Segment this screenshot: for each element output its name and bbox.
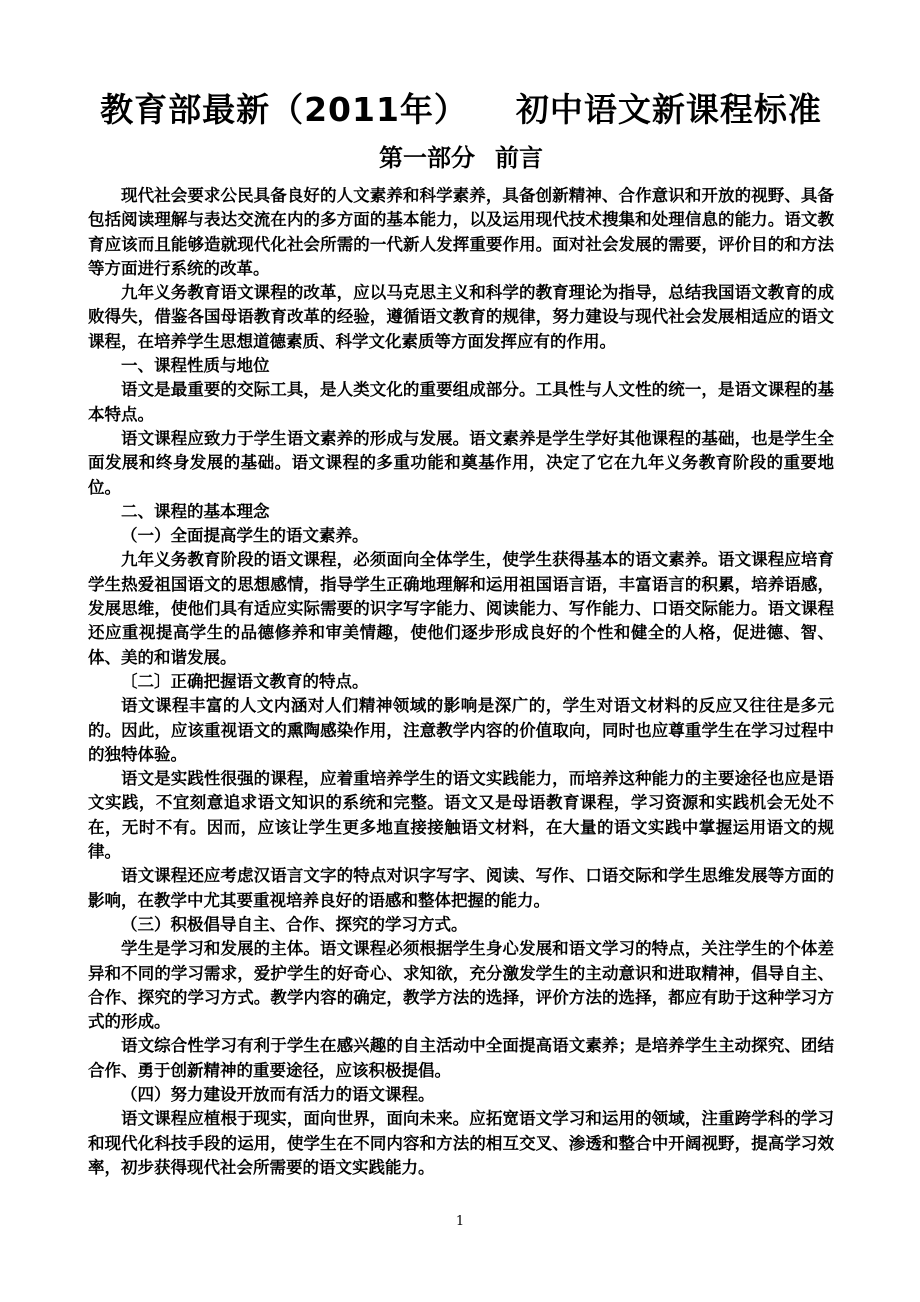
title-sub: 初中语文新课程标准 <box>515 90 822 129</box>
part-name: 前言 <box>495 144 543 172</box>
paragraph: 语文课程还应考虑汉语言文字的特点对识字写字、阅读、写作、口语交际和学生思维发展等方面的影响，在教学中尤其要重视培养良好的语感和整体把握的能力。 <box>88 866 834 910</box>
paragraph: 语文是最重要的交际工具，是人类文化的重要组成部分。工具性与人文性的统一，是语文课程的基本特点。 <box>88 380 834 424</box>
paragraph: 现代社会要求公民具备良好的人文素养和科学素养，具备创新精神、合作意识和开放的视野、具备包括阅读理解与表达交流在内的多方面的基本能力，以及运用现代技术搜集和处理信息的能力。语文教育应该而且能够造就现代化社会所需的一代新人发挥重要作用。面对社会发展的需要，评价目的和方法等方面进行系统的改革。 <box>88 186 834 278</box>
subheading-basic-concepts: 二、课程的基本理念 <box>121 501 270 521</box>
paragraph: 学生是学习和发展的主体。语文课程必须根据学生身心发展和语文学习的特点，关注学生的个体差异和不同的学习需求，爱护学生的好奇心、求知欲，充分激发学生的主动意识和进取精神，倡导自主、合作、探究的学习方式。教学内容的确定，教学方法的选择，评价方法的选择，都应有助于这种学习方式的形成。 <box>88 939 834 1032</box>
subheading-item-4: （四）努力建设开放而有活力的语文课程。 <box>121 1084 435 1104</box>
paragraph: 语文课程应致力于学生语文素养的形成与发展。语文素养是学生学好其他课程的基础，也是学生全面发展和终身发展的基础。语文课程的多重功能和奠基作用，决定了它在九年义务教育阶段的重要地位。 <box>88 428 834 497</box>
paragraph: 语文课程应植根于现实，面向世界，面向未来。应拓宽语文学习和运用的领域，注重跨学科的学习和现代化科技手段的运用，使学生在不同内容和方法的相互交叉、渗透和整合中开阔视野，提高学习效率，初步获得现代社会所需要的语文实践能力。 <box>88 1109 834 1177</box>
part-label: 第一部分 <box>379 144 475 172</box>
paragraph: 九年义务教育语文课程的改革，应以马克思主义和科学的教育理论为指导，总结我国语文教育的成败得失，借鉴各国母语教育改革的经验，遵循语文教育的规律，努力建设与现代社会发展相适应的语文课程，在培养学生思想道德素质、科学文化素质等方面发挥应有的作用。 <box>88 283 834 351</box>
document-page <box>88 84 834 1180</box>
paragraph: 语文课程丰富的人文内涵对人们精神领域的影响是深广的，学生对语文材料的反应又往往是多元的。因此，应该重视语文的熏陶感染作用，注意教学内容的价值取向，同时也应尊重学生在学习过程中的独特体验。 <box>88 696 834 764</box>
subheading-item-2: 〔二〕正确把握语文教育的特点。 <box>121 671 369 691</box>
subheading-course-nature: 一、课程性质与地位 <box>121 356 270 376</box>
subheading-item-3: （三）积极倡导自主、合作、探究的学习方式。 <box>121 914 468 934</box>
section-heading <box>88 136 834 180</box>
paragraph: 九年义务教育阶段的语文课程，必须面向全体学生，使学生获得基本的语文素养。语文课程应培育学生热爱祖国语文的思想感情，指导学生正确地理解和运用祖国语言语，丰富语言的积累，培养语感，发展思维，使他们具有适应实际需要的识字写字能力、阅读能力、写作能力、口语交际能力。语文课程还应重视提高学生的品德修养和审美情趣，使他们逐步形成良好的个性和健全的人格，促进德、智、体、美的和谐发展。 <box>88 550 834 667</box>
page-number: 1 <box>455 1214 465 1229</box>
paragraph: 语文是实践性很强的课程，应着重培养学生的语文实践能力，而培养这种能力的主要途径也应是语文实践，不宜刻意追求语文知识的系统和完整。语文又是母语教育课程，学习资源和实践机会无处不在，无时不有。因而，应该让学生更多地直接接触语文材料，在大量的语文实践中掌握运用语文的规律。 <box>88 769 834 862</box>
subheading-item-1: （一）全面提高学生的语文素养。 <box>121 526 369 546</box>
title-main: 教育部最新（2011年） <box>100 90 468 129</box>
paragraph: 语文综合性学习有利于学生在感兴趣的自主活动中全面提高语文素养；是培养学生主动探究、团结合作、勇于创新精神的重要途径，应该积极提倡。 <box>88 1036 834 1080</box>
document-title <box>88 84 834 136</box>
